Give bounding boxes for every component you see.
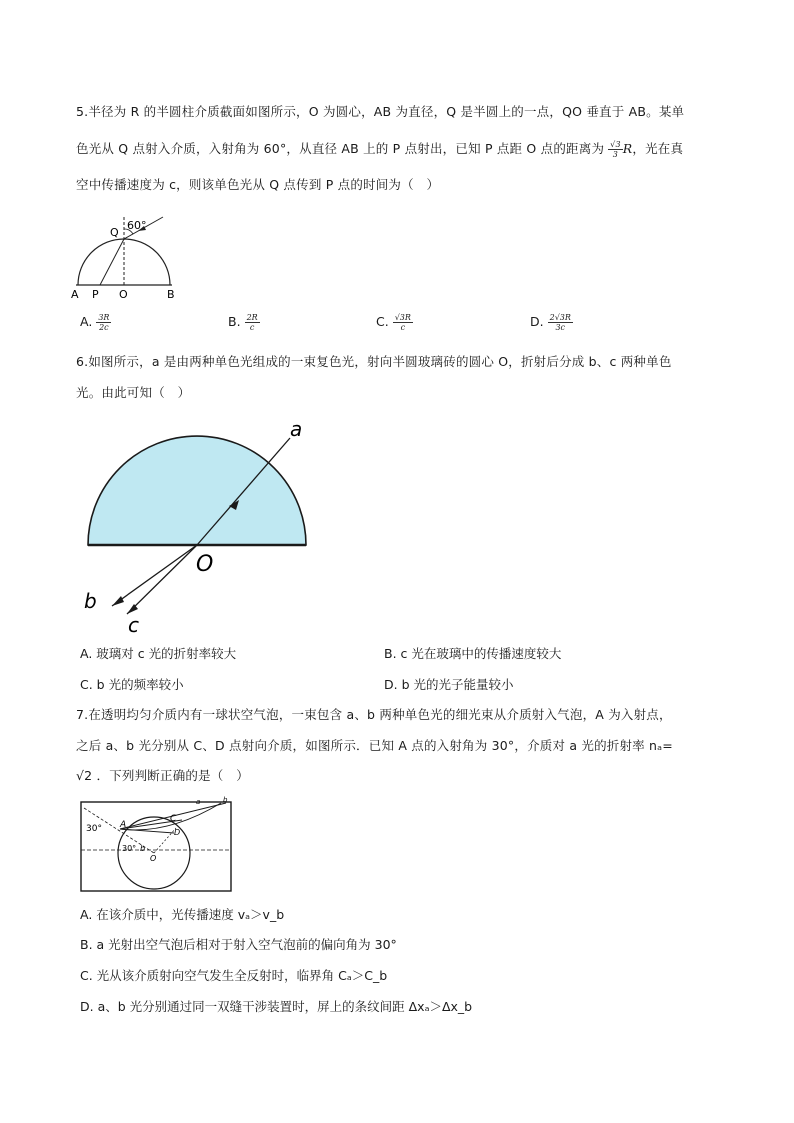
q6-label-a: a [290,417,303,441]
q7-label-ray-a: a [196,798,201,806]
q5-label-b: B [167,288,175,301]
q6-option-a[interactable]: A. 玻璃对 c 光的折射率较大 [80,646,237,661]
q5-figure [68,212,188,302]
q5-stem-line-3: 空中传播速度为 c，则该单色光从 Q 点传到 P 点的时间为（ ） [76,177,440,192]
q5-stem-line-2 [76,140,683,159]
q7-option-c[interactable]: C. 光从该介质射向空气发生全反射时，临界角 Cₐ＞C_b [80,968,388,983]
q7-label-b-inner: b [140,844,146,853]
q7-label-d: D [174,828,181,837]
q7-label-o: O [150,854,157,863]
q5-distance-var: R [622,141,633,156]
q6-figure [78,410,328,640]
q5-stem-line-2a: 色光从 Q 点射入介质，入射角为 60°，从直径 AB 上的 P 点射出，已知 P 点距 O 点的距离为 [76,141,605,156]
q5-option-d[interactable]: D. $\frac{2√3R}{3c}$ [530,313,571,332]
q6-stem-line-1: 6.如图所示，a 是由两种单色光组成的一束复色光，射向半圆玻璃砖的圆心 O，折射后分成 b、c 两种单色 [76,354,672,369]
q5-stem-line-2b: ，光在真 [632,141,684,156]
q6-stem-line-2: 光。由此可知（ ） [76,385,191,400]
q5-option-a[interactable]: A. $\frac{3R}{2c}$ [80,313,110,332]
q6-label-c: c [128,613,139,637]
q7-angle-label-1: 30° [86,824,102,834]
q7-label-c: C [170,814,177,824]
q5-label-q: Q [110,226,119,239]
q7-option-d[interactable]: D. a、b 光分别通过同一双缝干涉装置时，屏上的条纹间距 Δxₐ＞Δx_b [80,999,473,1014]
q6-glass-semicircle [88,436,306,545]
q7-option-a[interactable]: A. 在该介质中，光传播速度 vₐ＞v_b [80,907,285,922]
q7-angle-label-2: 30° [122,844,137,853]
q5-distance-fraction: $\frac{√3}{3}$ [610,140,621,159]
q7-figure [78,795,238,895]
q7-stem-line-1: 7.在透明均匀介质内有一球状空气泡，一束包含 a、b 两种单色光的细光束从介质射入气泡，A 为入射点， [76,707,672,722]
q5-option-c[interactable]: C. $\frac{√3R}{c}$ [376,313,411,332]
q6-option-b[interactable]: B. c 光在玻璃中的传播速度较大 [384,646,562,661]
q6-option-d[interactable]: D. b 光的光子能量较小 [384,677,514,692]
q6-label-o: O [196,552,214,577]
q7-label-a: A [120,820,127,830]
q5-option-b[interactable]: B. $\frac{2R}{c}$ [228,313,258,332]
q6-option-c[interactable]: C. b 光的频率较小 [80,677,184,692]
q6-label-b: b [84,589,97,613]
q5-angle-label: 60° [127,219,147,232]
q7-option-b[interactable]: B. a 光射出空气泡后相对于射入空气泡前的偏向角为 30° [80,937,397,952]
q7-stem-line-3: √2 ．下列判断正确的是（ ） [76,768,249,783]
q7-stem-line-2: 之后 a、b 光分别从 C、D 点射向介质，如图所示．已知 A 点的入射角为 30°，介质对 a 光的折射率 nₐ= [76,738,673,753]
q5-stem-line-1: 5.半径为 R 的半圆柱介质截面如图所示，O 为圆心，AB 为直径，Q 是半圆上的一点，QO 垂直于 AB。某单 [76,104,685,119]
q5-label-o: O [119,288,128,301]
q5-label-p: P [92,288,99,301]
q5-label-a: A [71,288,79,301]
q7-label-ray-b: b [223,796,228,804]
